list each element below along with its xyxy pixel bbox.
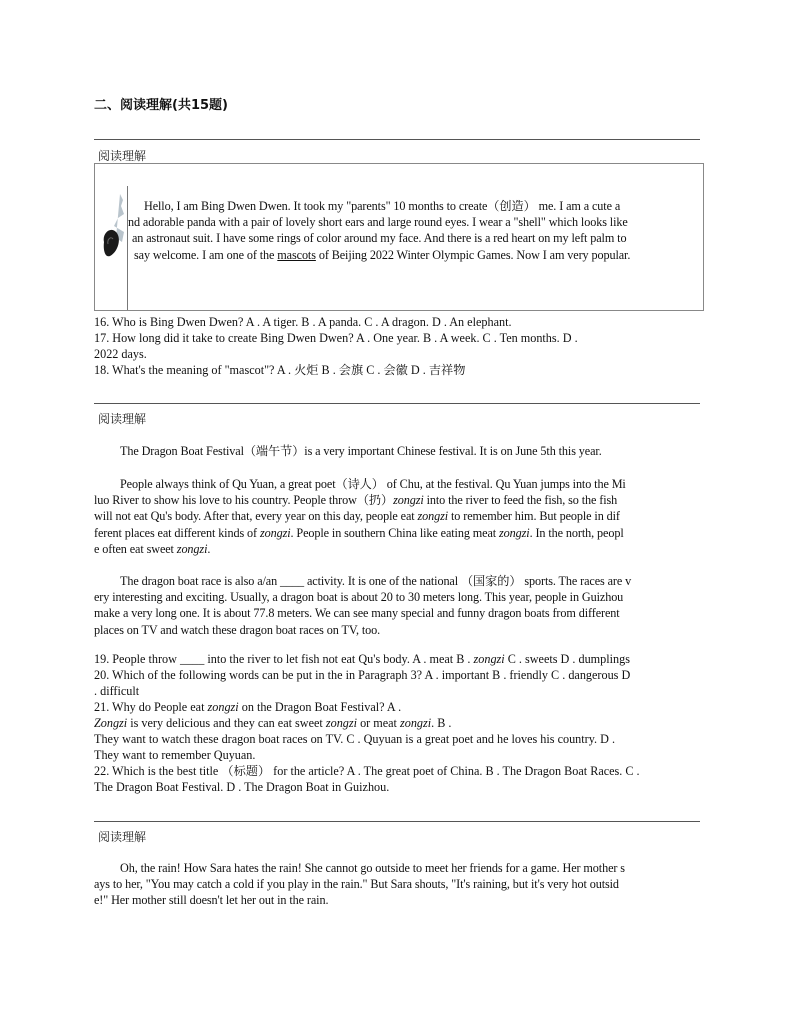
passage3-line: Oh, the rain! How Sara hates the rain! She cannot go outside to meet her friends for a game. Her mother s — [120, 861, 625, 875]
text-run: ferent places eat different kinds of — [94, 525, 260, 540]
passage1-line: nd adorable panda with a pair of lovely short ears and large round eyes. I wear a "shell" which looks like — [128, 215, 628, 230]
divider — [94, 821, 700, 822]
italic-word: zongzi — [393, 493, 424, 508]
passage2-para2 — [94, 476, 704, 557]
divider — [94, 139, 700, 140]
passage1-line: Hello, I am Bing Dwen Dwen. It took my "parents" 10 months to create（创造） me. I am a cute a — [144, 199, 621, 213]
para2-line — [94, 541, 704, 557]
text-run: of Beijing 2022 Winter Olympic Games. Now I am very popular. — [315, 247, 631, 262]
passage1-text — [130, 198, 702, 263]
text-run: on the Dragon Boat Festival? A . — [238, 700, 402, 714]
section-title: 二、阅读理解(共15题) — [94, 98, 228, 113]
text-run: say welcome. I am one of the — [134, 247, 278, 262]
text-run: is very delicious and they can eat sweet — [127, 716, 326, 730]
para3-line: make a very long one. It is about 77.8 meters. We can see many special and funny dragon boats from different — [94, 606, 620, 621]
passage-label: 阅读理解 — [98, 149, 147, 163]
mascot-image — [100, 192, 130, 264]
passage1-line: an astronaut suit. I have some rings of color around my face. And there is a red heart on my left palm to — [132, 231, 627, 246]
italic-word: zongzi — [417, 509, 449, 524]
italic-word: zongzi — [176, 541, 208, 556]
para2-line — [94, 525, 704, 541]
text-run: . — [207, 541, 211, 556]
passage3-text — [94, 860, 704, 909]
question-21-option-b: They want to watch these dragon boat races on TV. C . Quyuan is a great poet and he loves his country. D . — [94, 732, 615, 746]
question-17: 17. How long did it take to create Bing Dwen Dwen? A . One year. B . A week. C . Ten months. D . — [94, 331, 578, 345]
divider — [94, 403, 700, 404]
passage3-line: ays to her, "You may catch a cold if you play in the rain." But Sara shouts, "It's raining, but it's very hot outsid — [94, 877, 619, 892]
question-20: 20. Which of the following words can be put in the in Paragraph 3? A . important B . friendly C . dangerous D — [94, 668, 631, 682]
question-16: 16. Who is Bing Dwen Dwen? A . A tiger. B . A panda. C . A dragon. D . An elephant. — [94, 315, 512, 329]
text-run: . B . — [431, 716, 452, 730]
passage3-line: e!" Her mother still doesn't let her out in the rain. — [94, 893, 329, 908]
question-21-option-d: They want to remember Quyuan. — [94, 748, 256, 762]
question-block — [94, 651, 704, 795]
question-17-cont: 2022 days. — [94, 347, 147, 361]
underlined-word: mascots — [277, 247, 316, 262]
text-run: or meat — [357, 716, 400, 730]
para2-line — [94, 508, 704, 524]
italic-word: zongzi — [325, 716, 358, 730]
text-run: e often eat sweet — [94, 541, 177, 556]
italic-word: zongzi — [400, 716, 432, 730]
question-21-option-a — [94, 715, 704, 731]
para3-line: The dragon boat race is also a/an ____ activity. It is one of the national （国家的） sports. The races are v — [120, 574, 632, 588]
italic-word: zongzi — [499, 525, 530, 540]
text-run: 21. Why do People eat — [94, 700, 208, 714]
question-22: 22. Which is the best title （标题） for the article? A . The great poet of China. B . The Dragon Boat Races. C . — [94, 764, 640, 778]
passage-label: 阅读理解 — [98, 830, 147, 844]
italic-word: zongzi — [259, 525, 291, 540]
text-run: will not eat Qu's body. After that, every year on this day, people eat — [94, 509, 418, 524]
passage2-para3 — [94, 573, 704, 638]
question-21 — [94, 699, 704, 715]
question-22-cont: The Dragon Boat Festival. D . The Dragon Boat in Guizhou. — [94, 780, 390, 794]
para2-line — [94, 476, 704, 492]
italic-word: zongzi — [207, 700, 239, 714]
text-run: into the river to feed the fish, so the fish — [423, 493, 618, 508]
para3-line: ery interesting and exciting. Usually, a dragon boat is about 20 to 30 meters long. This year, people in Guizhou — [94, 590, 624, 605]
question-block — [94, 314, 704, 378]
passage-label: 阅读理解 — [98, 412, 147, 426]
passage2-para1: The Dragon Boat Festival（端午节）is a very important Chinese festival. It is on June 5th this year. — [120, 444, 602, 458]
italic-word: zongzi — [473, 652, 505, 666]
italic-word: Zongzi — [94, 716, 128, 730]
question-18: 18. What's the meaning of "mascot"? A . 火炬 B . 会旗 C . 会徽 D . 吉祥物 — [94, 363, 466, 377]
text-run: luo River to show his love to his country. People throw（扔） — [94, 493, 394, 508]
text-run: to remember him. But people in dif — [448, 509, 620, 524]
question-20-cont: . difficult — [94, 684, 140, 698]
para3-line: places on TV and watch these dragon boat races on TV, too. — [94, 622, 381, 637]
passage1-line — [130, 247, 702, 263]
text-run: . People in southern China like eating meat — [290, 525, 500, 540]
text-run: 19. People throw ____ into the river to let fish not eat Qu's body. A . meat B . — [94, 652, 474, 666]
text-run: . In the north, peopl — [529, 525, 624, 540]
text-run: People always think of Qu Yuan, a great poet（诗人） of Chu, at the festival. Qu Yuan jumps into the Mi — [120, 477, 626, 491]
text-run: C . sweets D . dumplings — [504, 652, 630, 666]
para2-line — [94, 492, 704, 508]
question-19 — [94, 651, 704, 667]
